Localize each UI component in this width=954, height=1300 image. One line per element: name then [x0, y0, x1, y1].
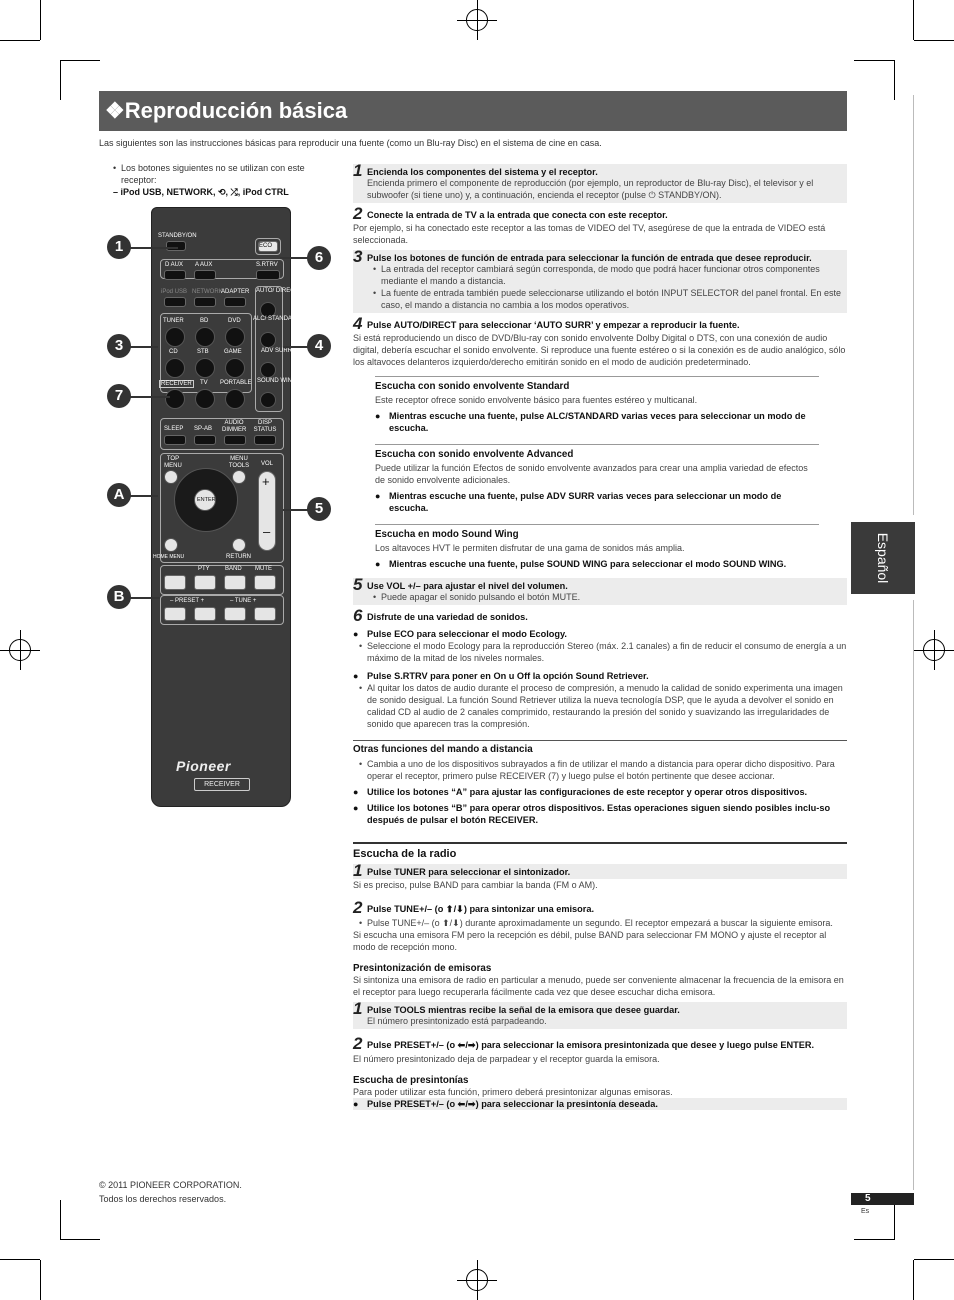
game-button[interactable] [225, 358, 245, 378]
subsection-advanced [375, 444, 819, 514]
unused-buttons-list: – iPod USB, NETWORK, ⟲, ⤮, iPod CTRL [113, 187, 289, 197]
step-heading: Disfrute de una variedad de sonidos. [367, 612, 528, 622]
subsection-body: Los altavoces HVT le permiten disfrutar de una gama de sonidos más amplia. [375, 543, 685, 553]
subsection-bullet: ● Mientras escuche una fuente, pulse SOUND WING para seleccionar el modo SOUND WING. [375, 558, 819, 570]
preset-step-1 [353, 999, 847, 1029]
step-body: El número presintonizado está parpadeando. [367, 1016, 547, 1026]
pause-button[interactable] [164, 575, 186, 590]
registration-mark [0, 630, 40, 670]
footer [99, 1178, 242, 1206]
step-heading: Pulse los botones de función de entrada para seleccionar la función de entrada que desee reproducir. [367, 253, 812, 263]
listen-presets-title: Escucha de presintonías [353, 1075, 469, 1086]
tuner-label: TUNER [163, 318, 184, 324]
step-5-header [353, 575, 847, 605]
subsection-title: Escucha con sonido envolvente Advanced [375, 449, 574, 460]
cd-label: CD [169, 349, 178, 355]
crop-mark [60, 60, 100, 61]
receiver-label: RECEIVER [161, 381, 192, 387]
vol-minus-label: – [263, 524, 271, 539]
eco-label: ECO [259, 243, 273, 249]
return-button[interactable] [232, 538, 246, 552]
adapter-label: ADAPTER [221, 289, 250, 295]
preset-minus-button[interactable] [164, 607, 186, 621]
bd-label: BD [200, 318, 209, 324]
return-label: RETURN [226, 554, 251, 560]
side-rule [913, 600, 914, 1190]
step-heading: Pulse PRESET+/– (o ⬅/➡) para seleccionar la emisora presintonizada que desee y luego pulse ENTER. [367, 1040, 815, 1050]
step-body: Si es preciso, pulse BAND para cambiar la banda (FM o AM). [353, 880, 598, 890]
step-bullet: • La fuente de entrada también puede seleccionarse utilizando el botón INPUT SELECTOR del panel frontal. En este caso, el mando a distancia no cambia a los modos operativos. [367, 287, 843, 311]
step-number: 6 [353, 606, 363, 625]
d-aux-button[interactable] [164, 270, 186, 280]
crop-mark [0, 1259, 40, 1260]
a-aux-label: A AUX [195, 262, 213, 268]
top-menu-label: TOP MENU [164, 456, 182, 469]
step-number: 2 [353, 898, 363, 917]
step-heading: Pulse TOOLS mientras recibe la señal de la emisora que desee guardar. [367, 1005, 680, 1015]
subsection-sound-wing [375, 524, 819, 570]
subsection-standard [375, 376, 819, 434]
subsection-body: Este receptor ofrece sonido envolvente básico para fuentes estéreo y multicanal. [375, 395, 698, 405]
listen-presets-bullet: ● Pulse PRESET+/– (o ⬅/➡) para seleccionar la presintonía deseada. [353, 1098, 847, 1110]
crop-mark [894, 60, 895, 100]
ipod-usb-button[interactable] [164, 297, 186, 307]
crop-mark [40, 0, 41, 40]
home-menu-label: HOME MENU [153, 554, 185, 560]
preset-label: – PRESET + [170, 598, 205, 604]
step-heading: Pulse TUNE+/– (o ⬆/⬇) para sintonizar una emisora. [367, 904, 595, 914]
tuner-button[interactable] [165, 327, 185, 347]
callout-B: B [107, 585, 131, 609]
crop-mark [60, 60, 61, 100]
callout-line [128, 396, 170, 398]
preset-title: Presintonización de emisoras [353, 963, 492, 974]
step-body: Si está reproduciendo un disco de DVD/Blu-ray con sonido envolvente Dolby Digital o DTS, con una conexión de audio digital, debería escuchar el sonido envolvente. Si reproduce una fuente estéreo o si la conexión es de audio analógico, sólo los altavoces delanteros izquierdo/derecho emitirán sonido en el modo de audición predeterminado. [353, 333, 846, 367]
alc-standard-label: ALC/ STANDARD [253, 316, 301, 322]
sp-ab-label: SP-AB [194, 426, 213, 432]
receiver-badge: RECEIVER [194, 778, 250, 791]
pioneer-logo: Pioneer [176, 758, 231, 774]
subsection-body: Puede utilizar la función Efectos de sonido envolvente avanzados para crear una amplia variedad de efectos de sonido envolvente adicionales. [375, 463, 808, 485]
adv-surr-button[interactable] [260, 362, 276, 378]
step-heading: Pulse AUTO/DIRECT para seleccionar ‘AUTO SURR’ y empezar a reproducir la fuente. [367, 320, 740, 330]
step-1-header [353, 161, 847, 203]
srtrv-button[interactable] [256, 270, 280, 280]
band-label: BAND [225, 566, 242, 572]
a-buttons-bullet: ● Utilice los botones “A” para ajustar las configuraciones de este receptor y operar otros dispositivos. [353, 786, 847, 798]
crop-mark [0, 40, 40, 41]
enter-label: ENTER [197, 497, 216, 503]
disp-status-label: DISP STATUS [253, 420, 277, 433]
callout-line [128, 247, 178, 249]
step-bullet: • La entrada del receptor cambiará según corresponda, de modo que podrá hacer funcionar otros componentes mediante el mando a distancia. [367, 263, 843, 287]
subsection-bullet: ● Mientras escuche una fuente, pulse ALC/STANDARD varias veces para seleccionar un modo de escucha. [375, 410, 819, 434]
sp-ab-button[interactable] [194, 435, 216, 445]
step-number: 1 [353, 861, 363, 880]
stb-label: STB [197, 349, 209, 355]
step-body: Encienda primero el componente de reproducción (por ejemplo, un reproductor de Blu-ray Disc), el televisor y el subwoofer (si tiene uno) y, a continuación, encienda el receptor (pulse ⏻ STANDBY/ON). [367, 178, 814, 200]
subsection-bullet: ● Mientras escuche una fuente, pulse ADV SURR varias veces para seleccionar un modo de escucha. [375, 490, 819, 514]
callout-line [128, 597, 160, 599]
adv-surr-label: ADV SURR [261, 348, 293, 354]
step-heading: Encienda los componentes del sistema y el receptor. [367, 167, 598, 177]
registration-mark [457, 1260, 497, 1300]
step-6-header [353, 606, 847, 625]
page-title: ❖Reproducción básica [99, 91, 847, 131]
crop-mark [894, 1200, 895, 1240]
step-heading: Conecte la entrada de TV a la entrada que conecta con este receptor. [367, 210, 668, 220]
play-button[interactable] [224, 575, 246, 590]
sound-wing-button[interactable] [260, 392, 276, 408]
bd-button[interactable] [195, 327, 215, 347]
sleep-button[interactable] [164, 435, 186, 445]
eco-bullet: ● Pulse ECO para seleccionar el modo Ecology. [353, 628, 847, 640]
tv-button[interactable] [195, 389, 215, 409]
step-body: El número presintonizado deja de parpadear y el receptor guarda la emisora. [353, 1054, 660, 1064]
crop-mark [40, 1260, 41, 1300]
step-number: 2 [353, 204, 363, 223]
rights: Todos los derechos reservados. [99, 1194, 227, 1204]
mute-button[interactable] [254, 575, 276, 590]
unused-buttons-note: • Los botones siguientes no se utilizan con este receptor: [107, 162, 317, 186]
tune-minus-button[interactable] [224, 607, 246, 621]
srtrv-body: • Al quitar los datos de audio durante el proceso de compresión, a menudo la calidad de sonido experimenta una imagen de sonido desigual. La función Sound Retriever utiliza la nueva tecnología DSP, que le ayuda a devolver el sonido en calidad CD al audio de 2 canales comprimido, restaurando la presión del sonido y suavizando las irregularidades de sonido que aparecen tras la compresión. [353, 682, 847, 730]
vol-label: VOL [261, 461, 274, 467]
intro-text: Las siguientes son las instrucciones básicas para reproducir una fuente (como un Blu-ray Disc) en el sistema de cine en casa. [99, 138, 602, 148]
stb-button[interactable] [195, 358, 215, 378]
registration-mark [457, 0, 497, 40]
preset-step-2 [353, 1034, 847, 1053]
a-aux-button[interactable] [194, 270, 216, 280]
eco-body: • Seleccione el modo Ecology para la reproducción Stereo (máx. 2.1 canales) a fin de reducir el consumo de energía a un máximo de la mitad de los niveles normales. [353, 640, 847, 664]
preset-body: Si sintoniza una emisora de radio en particular a menudo, puede ser conveniente almacenar la frecuencia de la emisora en el receptor para luego recuperarla fácilmente cada vez que desee escuchar dicha emisora. [353, 975, 844, 997]
disp-status-button[interactable] [254, 435, 276, 445]
callout-line [128, 346, 158, 348]
network-button[interactable] [194, 297, 216, 307]
cd-button[interactable] [165, 358, 185, 378]
tv-label: TV [200, 380, 208, 386]
crop-mark [913, 1260, 914, 1300]
stop-button[interactable] [194, 575, 216, 590]
menu-tools-label: MENU TOOLS [228, 456, 250, 469]
step-bullet: • Pulse TUNE+/– (o ⬆/⬇) durante aproximadamente un segundo. El receptor empezará a buscar la siguiente emisora. [353, 917, 847, 929]
crop-mark [914, 40, 954, 41]
b-buttons-bullet: ● Utilice los botones “B” para operar otros dispositivos. Estas operaciones siguen siendo posibles inclu-so después de pulsar el botón RECEIVER. [353, 802, 847, 826]
page-number: 5 [851, 1193, 914, 1205]
radio-step-1 [353, 861, 847, 880]
crop-mark [913, 0, 914, 40]
callout-6: 6 [307, 246, 331, 270]
crop-mark [60, 1239, 100, 1240]
callout-A: A [107, 483, 131, 507]
crop-mark [854, 60, 894, 61]
adapter-button[interactable] [224, 297, 246, 307]
radio-step-2 [353, 898, 847, 917]
callout-line [128, 495, 158, 497]
d-aux-label: D AUX [165, 262, 184, 268]
step-body: Por ejemplo, si ha conectado este receptor a las tomas de VIDEO del TV, asegúrese de que la entrada de VIDEO está seleccionada. [353, 223, 826, 245]
receiver-button[interactable] [165, 389, 185, 409]
preset-plus-button[interactable] [194, 607, 216, 621]
auto-direct-label: AUTO/ DIRECT [256, 288, 299, 294]
crop-mark [914, 1259, 954, 1260]
sound-wing-label: SOUND WING [257, 378, 297, 384]
audio-dimmer-button[interactable] [224, 435, 246, 445]
crop-mark [60, 1200, 61, 1240]
language-tab [851, 522, 915, 594]
callout-1: 1 [107, 235, 131, 259]
pty-label: PTY [198, 566, 210, 572]
home-menu-button[interactable] [164, 538, 178, 552]
standby-button[interactable] [166, 241, 186, 251]
callout-3: 3 [107, 334, 131, 358]
copyright: © 2011 PIONEER CORPORATION. [99, 1180, 242, 1190]
callout-line [280, 257, 310, 259]
game-label: GAME [224, 349, 242, 355]
step-3-header [353, 247, 847, 313]
left-notes [107, 162, 317, 198]
standby-label: STANDBY/ON [158, 233, 197, 239]
step-2-header [353, 204, 847, 223]
subsection-title: Escucha en modo Sound Wing [375, 529, 519, 540]
step-number: 3 [353, 247, 363, 266]
step-number: 1 [353, 999, 363, 1018]
step-heading: Pulse TUNER para seleccionar el sintonizador. [367, 867, 571, 877]
ipod-usb-label: iPod USB [161, 289, 188, 295]
callout-4: 4 [307, 334, 331, 358]
tools-button[interactable] [232, 470, 246, 484]
language-label: Español [875, 532, 891, 584]
alc-standard-button[interactable] [260, 332, 276, 348]
tune-plus-button[interactable] [254, 607, 276, 621]
page-language: Es [861, 1208, 870, 1215]
callout-7: 7 [107, 384, 131, 408]
srtrv-label: S.RTRV [256, 262, 278, 268]
top-menu-button[interactable] [164, 470, 178, 484]
step-body: Si escucha una emisora FM pero la recepción es débil, pulse BAND para seleccionar FM MONO y ajuste el receptor al modo de recepción mono. [353, 930, 827, 952]
sleep-label: SLEEP [164, 426, 184, 432]
listen-presets-body: Para poder utilizar esta función, primero deberá presintonizar algunas emisoras. [353, 1087, 673, 1097]
mute-label: MUTE [255, 566, 272, 572]
network-label: NETWORK [192, 289, 223, 295]
audio-dimmer-label: AUDIO DIMMER [222, 420, 247, 433]
step-bullet: • Puede apagar el sonido pulsando el botón MUTE. [367, 591, 843, 603]
dvd-label: DVD [228, 318, 241, 324]
other-functions-title: Otras funciones del mando a distancia [353, 740, 847, 755]
step-number: 1 [353, 161, 363, 180]
registration-mark [914, 630, 954, 670]
dvd-button[interactable] [225, 327, 245, 347]
step-number: 5 [353, 575, 363, 594]
srtrv-bullet: ● Pulse S.RTRV para poner en On u Off la opción Sound Retriever. [353, 670, 847, 682]
crop-mark [854, 1239, 894, 1240]
portable-label: PORTABLE [220, 380, 252, 386]
step-heading: Use VOL +/– para ajustar el nivel del volumen. [367, 581, 568, 591]
instructions-column [353, 161, 847, 1110]
step-number: 2 [353, 1034, 363, 1053]
other-functions-body: • Cambia a uno de los dispositivos subrayados a fin de utilizar el mando a distancia para operar dicho dispositivo. Para operar el receptor, primero pulse RECEIVER (7) y luego pulse el botón pertinente que desee accionar. [353, 758, 847, 782]
subsection-title: Escucha con sonido envolvente Standard [375, 381, 570, 392]
radio-title: Escucha de la radio [353, 842, 847, 860]
vol-plus-label: + [262, 474, 270, 489]
portable-button[interactable] [225, 389, 245, 409]
tune-label: – TUNE + [230, 598, 257, 604]
step-4-header [353, 314, 847, 333]
remote-control [151, 207, 301, 807]
side-rule [913, 95, 914, 515]
callout-5: 5 [307, 497, 331, 521]
step-number: 4 [353, 314, 363, 333]
